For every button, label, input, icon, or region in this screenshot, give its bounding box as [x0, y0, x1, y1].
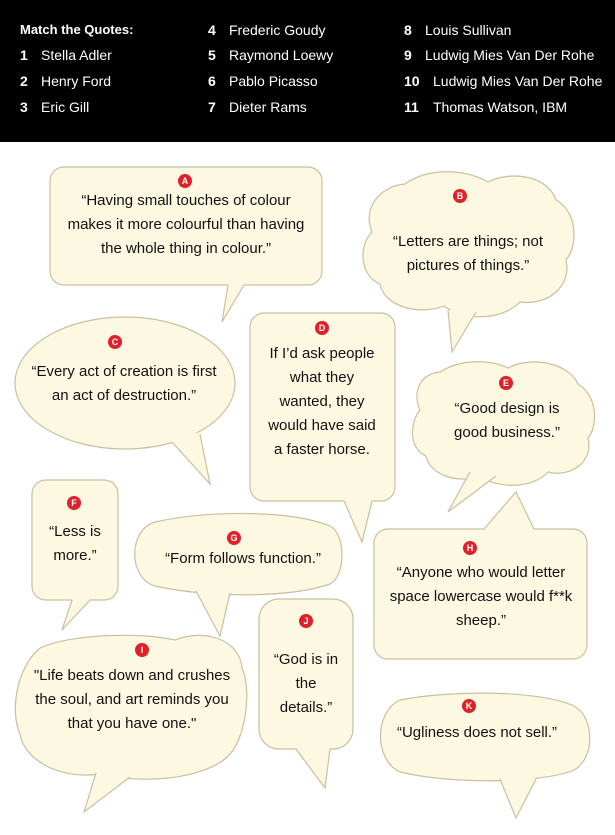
- letter-badge: G: [227, 531, 241, 545]
- letter-badge: K: [462, 699, 476, 713]
- author-name: Dieter Rams: [229, 99, 307, 115]
- author-number: 5: [208, 47, 216, 63]
- letter-badge: A: [178, 174, 192, 188]
- quote-d: If I’d ask people what they wanted, they would have said a faster horse.: [268, 345, 376, 458]
- quote-i: "Life beats down and crushes the soul, and art reminds you that you have one.": [33, 667, 231, 732]
- letter-badge: F: [67, 496, 81, 510]
- author-number: 4: [208, 22, 216, 38]
- author-number: 8: [404, 22, 412, 38]
- quote-a: “Having small touches of colour makes it more colourful than having the whole thing in colour.”: [67, 192, 305, 257]
- match-title: Match the Quotes:: [20, 22, 134, 37]
- quote-c: “Every act of creation is first an act of destruction.”: [31, 363, 217, 404]
- author-name: Pablo Picasso: [229, 73, 318, 89]
- quote-j: “God is in the details.”: [273, 651, 339, 716]
- author-name: Frederic Goudy: [229, 22, 326, 38]
- letter-badge: J: [299, 614, 313, 628]
- author-name: Eric Gill: [41, 99, 90, 115]
- letter-badge: C: [108, 335, 122, 349]
- author-number: 10: [404, 73, 420, 89]
- speech-bubble-k: [381, 693, 590, 818]
- quote-k: “Ugliness does not sell.”: [396, 724, 558, 741]
- quote-g: “Form follows function.”: [165, 550, 321, 567]
- letter-badge: H: [463, 541, 477, 555]
- author-name: Thomas Watson, IBM: [433, 99, 568, 115]
- author-number: 9: [404, 47, 412, 63]
- author-name: Louis Sullivan: [425, 22, 512, 38]
- author-name: Ludwig Mies Van Der Rohe: [425, 47, 595, 63]
- author-name: Raymond Loewy: [229, 47, 334, 63]
- author-number: 7: [208, 99, 216, 115]
- author-name: Henry Ford: [41, 73, 112, 89]
- author-number: 11: [404, 99, 419, 115]
- quote-e: “Good design is good business.”: [454, 400, 560, 441]
- author-number: 6: [208, 73, 216, 89]
- author-number: 2: [20, 73, 28, 89]
- author-name: Ludwig Mies Van Der Rohe: [433, 73, 603, 89]
- author-name: Stella Adler: [41, 47, 112, 63]
- author-number: 1: [20, 47, 28, 63]
- quote-f: “Less is more.”: [49, 523, 101, 564]
- author-number: 3: [20, 99, 28, 115]
- quote-h: “Anyone who would letter space lowercase would f**k sheep.”: [389, 564, 573, 629]
- letter-badge: B: [453, 189, 467, 203]
- letter-badge: D: [315, 321, 329, 335]
- letter-badge: I: [135, 643, 149, 657]
- letter-badge: E: [499, 376, 513, 390]
- quote-b: “Letters are things; not pictures of things.”: [392, 233, 544, 274]
